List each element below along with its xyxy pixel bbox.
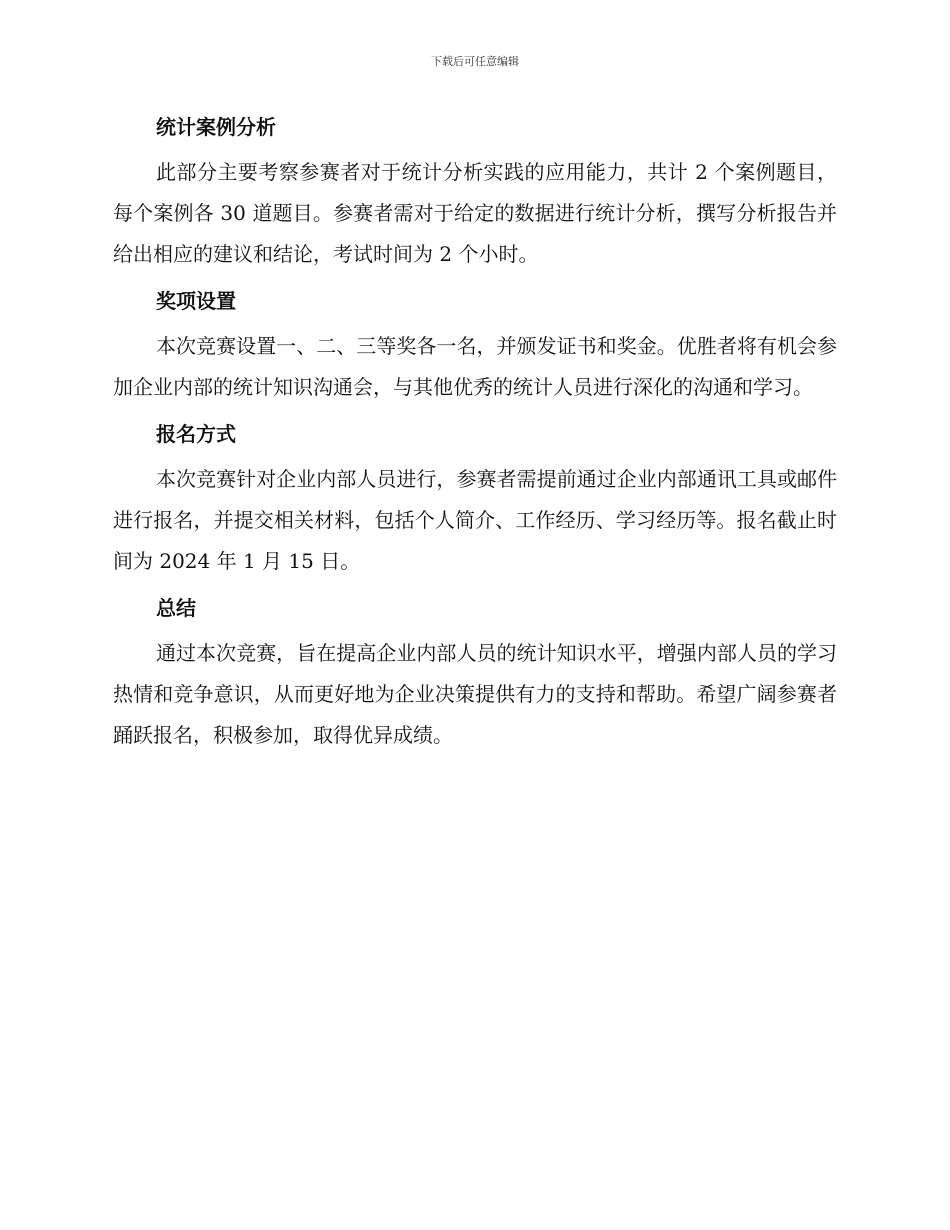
section-heading: 奖项设置 [156, 289, 236, 313]
section-heading: 统计案例分析 [156, 115, 276, 139]
section-case-analysis [113, 108, 837, 275]
section-heading: 总结 [156, 596, 196, 620]
document-body [113, 108, 837, 763]
section-paragraph: 此部分主要考察参赛者对于统计分析实践的应用能力，共计 2 个案例题目，每个案例各 30 道题目。参赛者需对于给定的数据进行统计分析，撰写分析报告并给出相应的建议和结论，考试时间为 2 个小时。 [113, 160, 837, 266]
section-summary [113, 589, 837, 756]
running-header: 下载后可任意编辑 [431, 55, 519, 68]
section-paragraph: 本次竞赛针对企业内部人员进行，参赛者需提前通过企业内部通讯工具或邮件进行报名，并提交相关材料，包括个人简介、工作经历、学习经历等。报名截止时间为 2024 年 1 月 15 日。 [113, 467, 837, 573]
section-registration [113, 415, 837, 582]
section-paragraph: 通过本次竞赛，旨在提高企业内部人员的统计知识水平，增强内部人员的学习热情和竞争意识，从而更好地为企业决策提供有力的支持和帮助。希望广阔参赛者踊跃报名，积极参加，取得优异成绩。 [113, 641, 837, 747]
section-awards [113, 282, 837, 408]
section-paragraph: 本次竞赛设置一、二、三等奖各一名，并颁发证书和奖金。优胜者将有机会参加企业内部的统计知识沟通会，与其他优秀的统计人员进行深化的沟通和学习。 [113, 334, 837, 399]
section-heading: 报名方式 [156, 422, 236, 446]
